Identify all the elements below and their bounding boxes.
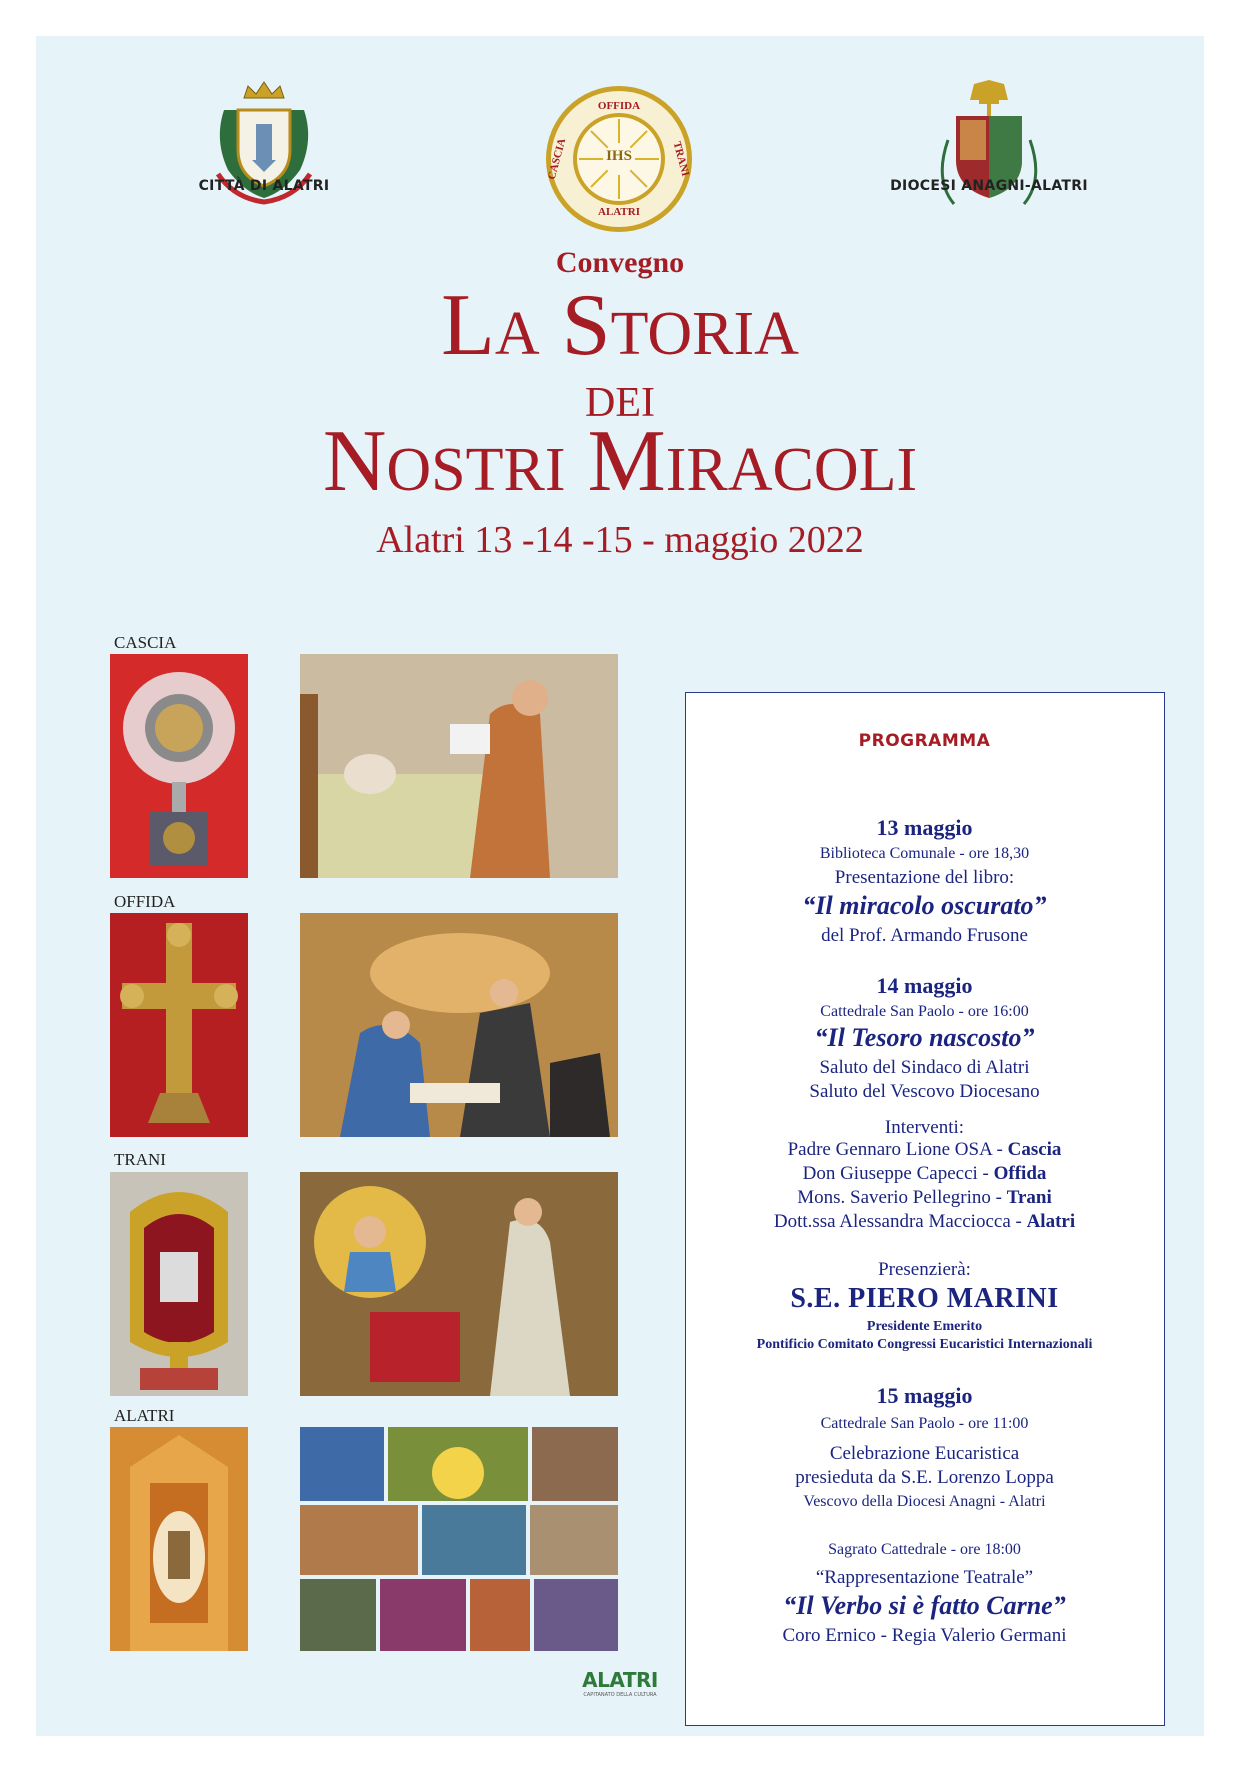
play-title: “Il Verbo si è fatto Carne” bbox=[783, 1591, 1066, 1620]
cascia-painting bbox=[300, 654, 618, 878]
day2-date: 14 maggio bbox=[876, 973, 973, 998]
event-dates: Alatri 13 -14 -15 - maggio 2022 bbox=[376, 519, 864, 561]
day2-greet-mayor: Saluto del Sindaco di Alatri bbox=[819, 1057, 1030, 1078]
day1-book-title: “Il miracolo oscurato” bbox=[802, 891, 1047, 920]
guest-name: S.E. PIERO MARINI bbox=[790, 1283, 1059, 1314]
presence-label: Presenzierà: bbox=[878, 1259, 971, 1280]
day2-event-title: “Il Tesoro nascosto” bbox=[814, 1023, 1035, 1052]
play-credits: Coro Ernico - Regia Valerio Germani bbox=[782, 1625, 1067, 1646]
interventi-label: Interventi: bbox=[884, 1117, 965, 1138]
seal-monogram: IHS bbox=[606, 148, 632, 164]
day3-mass-line-1: Celebrazione Eucaristica bbox=[829, 1443, 1020, 1464]
speaker-place: Cascia bbox=[1007, 1139, 1062, 1160]
day3-venue: Cattedrale San Paolo - ore 11:00 bbox=[820, 1415, 1029, 1432]
speaker-row bbox=[686, 1163, 1163, 1185]
trani-reliquary-photo bbox=[110, 1172, 248, 1396]
title-line-3: Nostri Miracoli bbox=[322, 413, 918, 510]
guest-role-1: Presidente Emerito bbox=[866, 1319, 983, 1334]
cascia-reliquary-photo bbox=[110, 654, 248, 878]
speaker-name: Padre Gennaro Lione OSA - bbox=[787, 1139, 1008, 1160]
day3-venue-2: Sagrato Cattedrale - ore 18:00 bbox=[828, 1541, 1021, 1558]
day2-greet-bishop: Saluto del Vescovo Diocesano bbox=[809, 1081, 1040, 1102]
left-logo-caption: CITTÀ DI ALATRI bbox=[198, 178, 330, 194]
seal-word-top: OFFIDA bbox=[597, 100, 641, 112]
guest-role-2: Pontificio Comitato Congressi Eucaristici Internazionali bbox=[756, 1337, 1093, 1352]
title-line-2: dei bbox=[585, 363, 655, 429]
poster bbox=[36, 36, 1204, 1736]
speaker-name: Dott.ssa Alessandra Macciocca - bbox=[773, 1211, 1027, 1232]
day1-author: del Prof. Armando Frusone bbox=[821, 925, 1028, 946]
alatri-tabernacle-photo bbox=[110, 1427, 248, 1651]
day1-intro: Presentazione del libro: bbox=[834, 867, 1015, 888]
kicker: Convegno bbox=[555, 246, 685, 279]
seal-word-bottom: ALATRI bbox=[598, 206, 640, 218]
section-label-offida: OFFIDA bbox=[114, 892, 176, 911]
speaker-place: Offida bbox=[993, 1163, 1047, 1184]
day1-venue: Biblioteca Comunale - ore 18,30 bbox=[819, 845, 1030, 862]
section-label-trani: TRANI bbox=[114, 1150, 166, 1169]
speaker-row bbox=[686, 1211, 1163, 1233]
play-label: “Rappresentazione Teatrale” bbox=[815, 1567, 1034, 1588]
speaker-place: Trani bbox=[1006, 1187, 1052, 1208]
section-label-alatri: ALATRI bbox=[114, 1406, 175, 1425]
programma-panel bbox=[685, 692, 1165, 1726]
footer-logo-text: ALATRI bbox=[582, 1668, 658, 1692]
alatri-painting-collage bbox=[300, 1427, 618, 1651]
footer-logo-subtext: CAPITANATO DELLA CULTURA bbox=[583, 1692, 657, 1698]
day3-mass-line-2: presieduta da S.E. Lorenzo Loppa bbox=[795, 1467, 1054, 1488]
alatri-footer-logo bbox=[572, 1668, 668, 1698]
day3-date: 15 maggio bbox=[876, 1383, 973, 1408]
seal-word-right: TRANI bbox=[670, 140, 692, 178]
section-label-cascia: CASCIA bbox=[114, 633, 177, 652]
title-line-1: La Storia bbox=[441, 277, 799, 374]
speaker-name: Mons. Saverio Pellegrino - bbox=[797, 1187, 1007, 1208]
day3-mass-line-3: Vescovo della Diocesi Anagni - Alatri bbox=[803, 1493, 1046, 1510]
speaker-row bbox=[686, 1187, 1163, 1209]
offida-painting bbox=[300, 913, 618, 1137]
right-logo-caption: DIOCESI ANAGNI-ALATRI bbox=[890, 178, 1088, 194]
speaker-row bbox=[686, 1139, 1163, 1161]
speaker-place: Alatri bbox=[1026, 1211, 1076, 1232]
day2-venue: Cattedrale San Paolo - ore 16:00 bbox=[820, 1003, 1029, 1020]
programma-title: PROGRAMMA bbox=[858, 731, 991, 751]
trani-painting bbox=[300, 1172, 618, 1396]
speaker-name: Don Giuseppe Capecci - bbox=[802, 1163, 994, 1184]
offida-cross-photo bbox=[110, 913, 248, 1137]
day1-date: 13 maggio bbox=[876, 815, 973, 840]
seal-word-left: CASCIA bbox=[545, 137, 569, 181]
